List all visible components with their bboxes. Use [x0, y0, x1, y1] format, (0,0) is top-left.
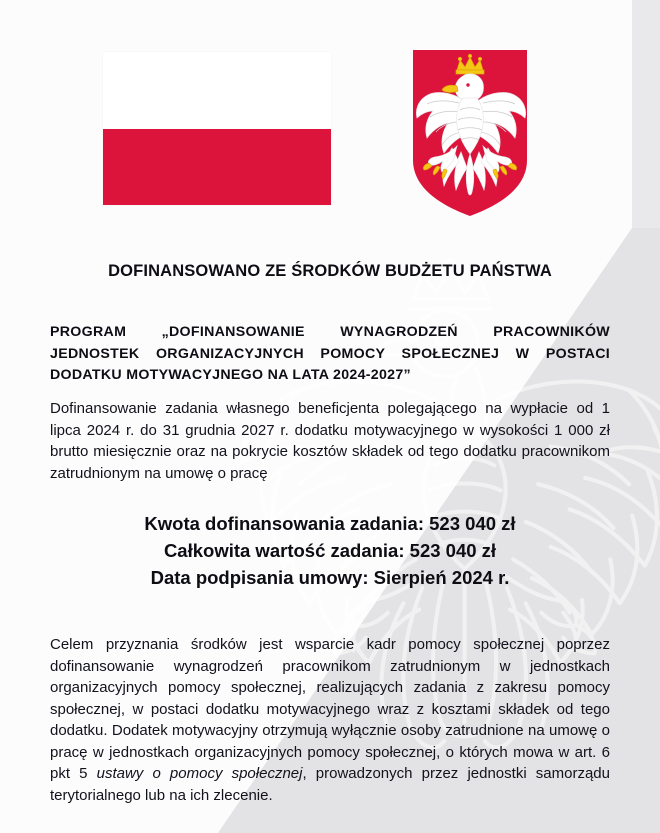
closing-text-part-2: , prowadzonych przez jednostki samorządu terytorialnego lub na ich zlecenie.: [50, 765, 610, 804]
total-value-line: Całkowita wartość zadania: 523 040 zł: [163, 540, 497, 561]
program-title: PROGRAM „DOFINANSOWANIE WYNAGRODZEŃ PRACOWNIKÓW JEDNOSTEK ORGANIZACYJNYCH POMOCY SPOŁECZNEJ W POSTACI DODATKU MOTYWACYJNEGO NA LATA 2024-2027”: [50, 324, 610, 383]
page-title: DOFINANSOWANO ZE ŚRODKÓW BUDŻETU PAŃSTWA: [108, 262, 552, 280]
funding-amount-line: Kwota dofinansowania zadania: 523 040 zł: [144, 513, 516, 534]
signing-date-line: Data podpisania umowy: Sierpień 2024 r.: [150, 567, 510, 588]
closing-law-reference: ustawy o pomocy społecznej: [96, 765, 303, 782]
amounts-block: [50, 510, 610, 591]
program-description: Dofinansowanie zadania własnego beneficjenta polegającego na wypłacie od 1 lipca 2024 r. do 31 grudnia 2027 r. dodatku motywacyjnego w wysokości 1 000 zł brutto miesięcznie oraz na pokrycie kosztów składek od tego dodatku pracownikom zatrudnionym na umowę o pracę: [50, 400, 610, 482]
closing-paragraph: [50, 634, 610, 806]
closing-text-part-1: Celem przyznania środków jest wsparcie kadr pomocy społecznej poprzez dofinansowanie wynagrodzeń pracownikom zatrudnionym w jednostkach organizacyjnych pomocy społecznej, realizujących zadania z zakresu pomocy społecznej, w postaci dodatku motywacyjnego wraz z kosztami składek od tego dodatku. Dodatek motywacyjny otrzymują wyłącznie osoby zatrudnione na umowę o pracę w jednostkach organizacyjnych pomocy społecznej, o których mowa w art. 6 pkt 5: [50, 636, 610, 782]
